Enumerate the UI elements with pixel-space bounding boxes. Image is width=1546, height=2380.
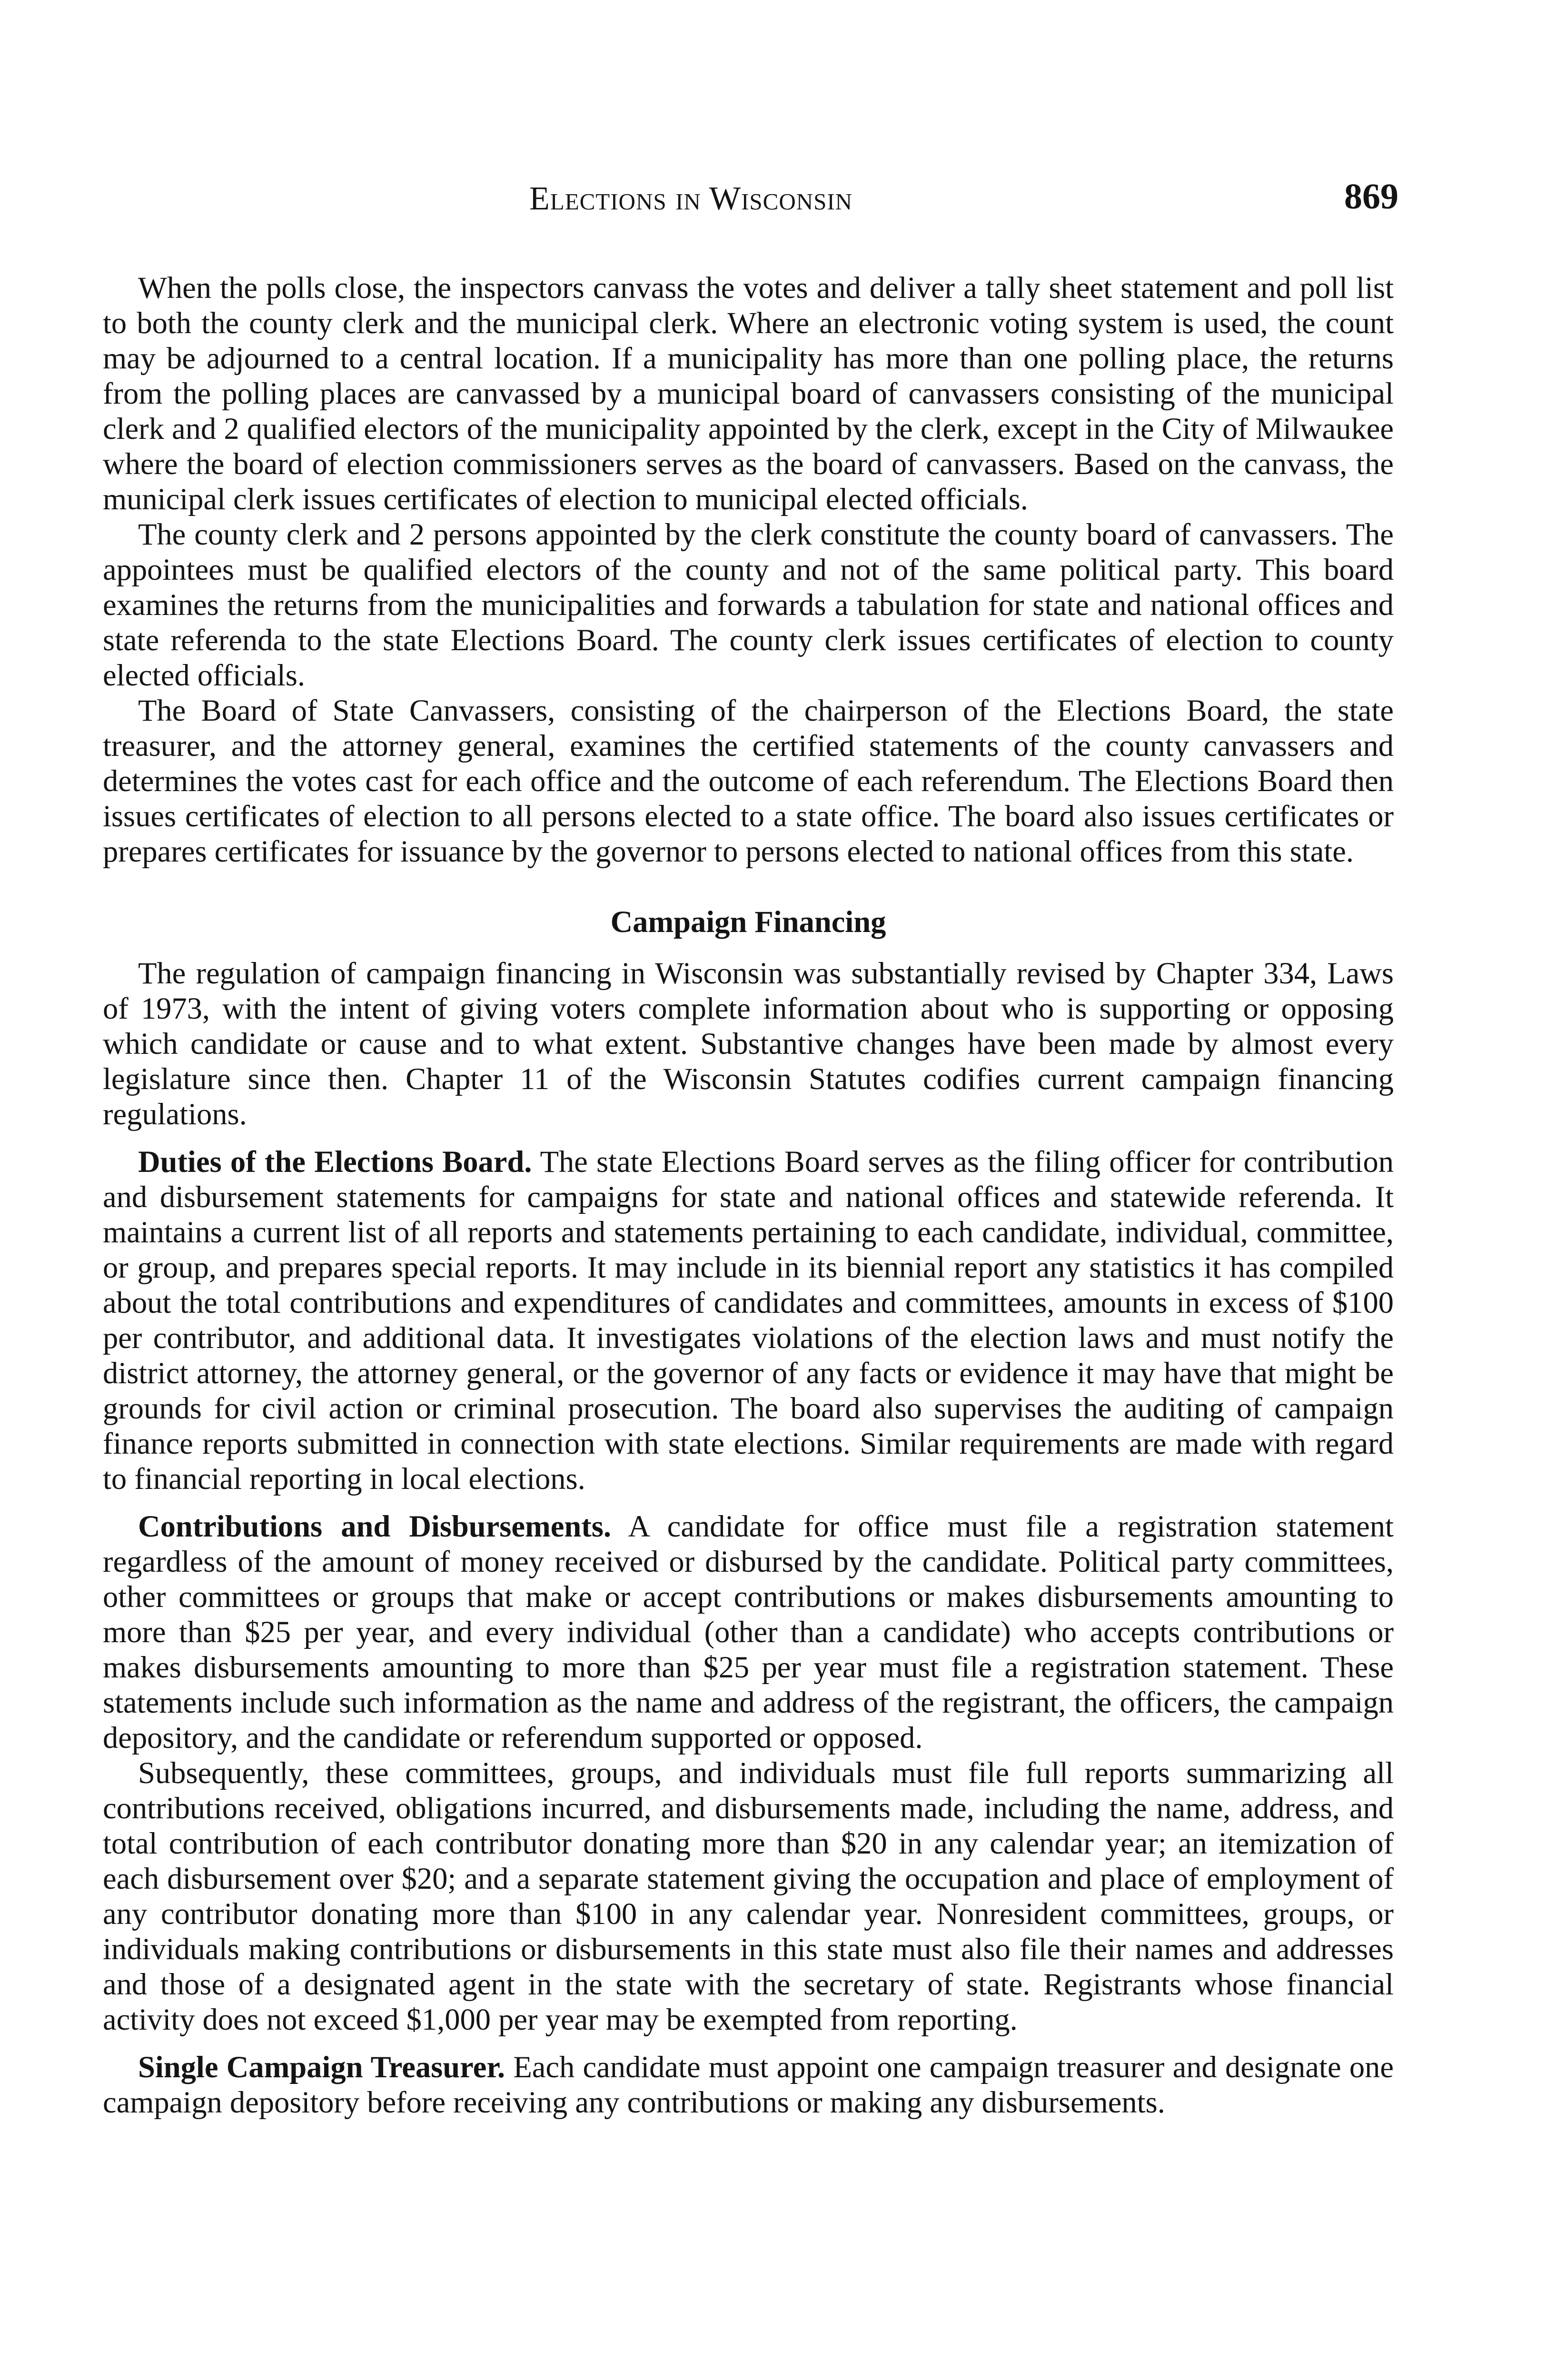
paragraph-county-board: The county clerk and 2 persons appointed by the clerk constitute the county board of canvassers. The appointees must be qualified electors of the county and not of the same political party. This board examines the returns from the municipalities and forwards a tabulation for state and national offices and state referenda to the state Elections Board. The county clerk issues certificates of election to county elected officials. xyxy=(103,517,1394,692)
text-duties: The state Elections Board serves as the filing officer for contribution and disbursement statements for campaigns for state and national offices and statewide referenda. It maintains a current list of all reports and statements pertaining to each candidate, individual, committee, or group, and prepares special reports. It may include in its biennial report any statistics it has compiled about the total contributions and expenditures of candidates and committees, amounts in excess of $100 per contributor, and additional data. It investigates violations of the election laws and must notify the district attorney, the attorney general, or the governor of any facts or evidence it may have that might be grounds for civil action or criminal prosecution. The board also supervises the auditing of campaign finance reports submitted in connection with state elections. Similar requirements are made with regard to financial reporting in local elections. xyxy=(103,1145,1394,1496)
paragraph-treasurer xyxy=(103,2050,1394,2120)
paragraph-financing-intro: The regulation of campaign financing in Wisconsin was substantially revised by Chapter 334, Laws of 1973, with the intent of giving voters complete information about who is supporting or opposing which candidate or cause and to what extent. Substantive changes have been made by almost every legislature since then. Chapter 11 of the Wisconsin Statutes codifies current campaign financing regulations. xyxy=(103,956,1394,1131)
lead-duties: Duties of the Elections Board. xyxy=(138,1145,532,1179)
paragraph-contributions xyxy=(103,1509,1394,1755)
text-contributions: A candidate for office must file a registration statement regardless of the amount of money received or disbursed by the candidate. Political party committees, other committees or groups that make or accept contributions or makes disbursements amounting to more than $25 per year, and every individual (other than a candidate) who accepts contributions or makes disbursements amounting to more than $25 per year must file a registration statement. These statements include such information as the name and address of the registrant, the officers, the campaign depository, and the candidate or referendum supported or opposed. xyxy=(103,1509,1394,1755)
lead-contributions: Contributions and Disbursements. xyxy=(138,1509,611,1543)
paragraph-state-canvassers: The Board of State Canvassers, consisting of the chairperson of the Elections Board, the state treasurer, and the attorney general, examines the certified statements of the county canvassers and determines the votes cast for each office and the outcome of each referendum. The Elections Board then issues certificates of election to all persons elected to a state office. The board also issues certificates or prepares certificates for issuance by the governor to persons elected to national offices from this state. xyxy=(103,694,1394,868)
paragraph-subsequently: Subsequently, these committees, groups, and individuals must file full reports summarizing all contributions received, obligations incurred, and disbursements made, including the name, address, and total contribution of each contributor donating more than $20 in any calendar year; an itemization of each disbursement over $20; and a separate statement giving the occupation and place of employment of any contributor donating more than $100 in any calendar year. Nonresident committees, groups, or individuals making contributions or disbursements in this state must also file their names and addresses and those of a designated agent in the state with the secretary of state. Registrants whose financial activity does not exceed $1,000 per year may be exempted from reporting. xyxy=(103,1756,1394,2036)
section-heading-campaign-financing: Campaign Financing xyxy=(610,905,886,939)
text-treasurer: Each candidate must appoint one campaign treasurer and designate one campaign depository before receiving any contributions or making any disbursements. xyxy=(103,2050,1394,2119)
body-text xyxy=(103,270,1394,2120)
lead-treasurer: Single Campaign Treasurer. xyxy=(138,2050,505,2084)
paragraph-duties xyxy=(103,1144,1394,1497)
running-head-title: Elections in Wisconsin xyxy=(529,180,853,217)
paragraph-polls-close: When the polls close, the inspectors canvass the votes and deliver a tally sheet statement and poll list to both the county clerk and the municipal clerk. Where an electronic voting system is used, the count may be adjourned to a central location. If a municipality has more than one polling place, the returns from the polling places are canvassed by a municipal board of canvassers consisting of the municipal clerk and 2 qualified electors of the municipality appointed by the clerk, except in the City of Milwaukee where the board of election commissioners serves as the board of canvassers. Based on the canvass, the municipal clerk issues certificates of election to municipal elected officials. xyxy=(103,271,1394,516)
page-number: 869 xyxy=(1344,177,1398,217)
